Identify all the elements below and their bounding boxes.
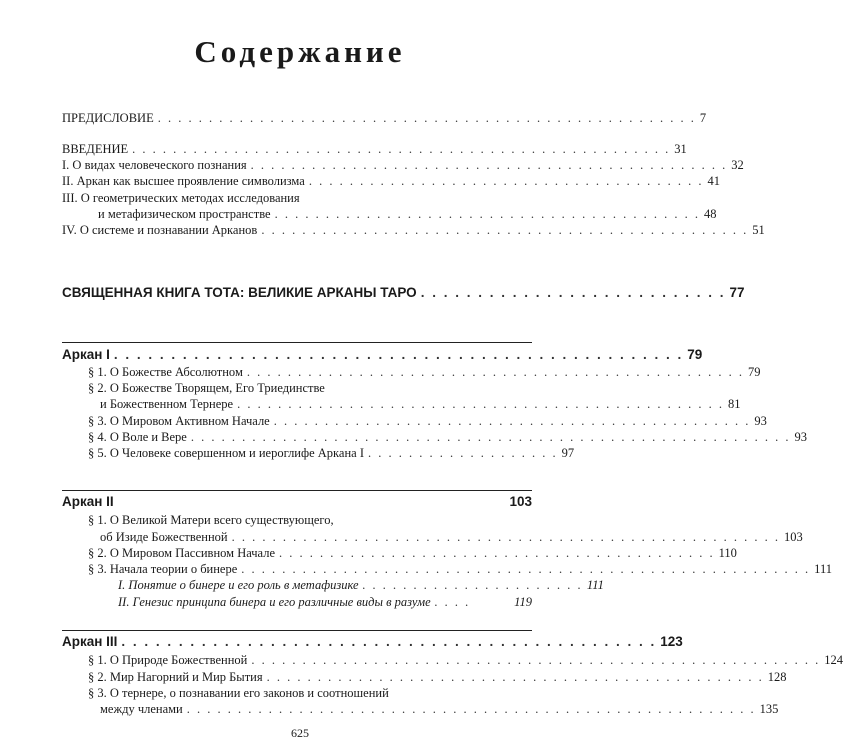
toc-entry-page: 97: [561, 446, 575, 460]
toc-entry-label: § 1. О Божестве Абсолютном: [88, 365, 243, 379]
toc-entry-label: и метафизическом пространстве: [98, 207, 271, 221]
toc-entry-page: 103: [783, 530, 803, 544]
toc-entry-label: § 3. Начала теории о бинере: [88, 562, 238, 576]
toc-entry-label: ПРЕДИСЛОВИЕ: [62, 111, 154, 125]
toc-entry-arcanum-1: Аркан I . . . . . . . . . . . . . . . . . . . . . . . . . . . . . . . . . . . . . . . . . . . . . . . . . . 79: [62, 347, 703, 362]
toc-entry-page: 79: [747, 365, 761, 379]
toc-entry-label: III. О геометрических методах исследования: [62, 191, 300, 205]
toc-entry-label: между членами: [100, 702, 183, 716]
toc-entry: [88, 512, 532, 528]
toc-entry: § 3. Начала теории о бинере . . . . . . . . . . . . . . . . . . . . . . . . . . . . . . . . . . . . . . . . . . . . . . . . . . . . . . . . 111: [88, 562, 832, 576]
toc-entry: § 5. О Человеке совершенном и иероглифе Аркана I . . . . . . . . . . . . . . . . . . . 97: [88, 446, 575, 460]
toc-entry: I. О видах человеческого познания . . . . . . . . . . . . . . . . . . . . . . . . . . . . . . . . . . . . . . . . . . . . . . . 32: [62, 158, 744, 172]
toc-entry-label: II. Аркан как высшее проявление символизма: [62, 174, 305, 188]
toc-entry-page: 31: [674, 142, 687, 156]
toc-entry: § 3. О Мировом Активном Начале . . . . . . . . . . . . . . . . . . . . . . . . . . . . . . . . . . . . . . . . . . . . . . . 93: [88, 414, 767, 428]
toc-entry-page: 51: [752, 223, 765, 237]
section-divider: [62, 342, 532, 343]
toc-entry-label: II. Генезис принципа бинера и его различные виды в разуме: [118, 595, 431, 609]
toc-entry-page: 48: [703, 207, 717, 221]
toc-entry-continuation: между членами . . . . . . . . . . . . . . . . . . . . . . . . . . . . . . . . . . . . . . . . . . . . . . . . . . . . . . . . 135: [100, 702, 779, 716]
toc-entry-book-title: СВЯЩЕННАЯ КНИГА ТОТА: ВЕЛИКИЕ АРКАНЫ ТАРО . . . . . . . . . . . . . . . . . . . . . . . . . . . 77: [62, 285, 745, 300]
toc-entry: § 2. О Мировом Пассивном Начале . . . . . . . . . . . . . . . . . . . . . . . . . . . . . . . . . . . . . . . . . . . 110: [88, 546, 737, 560]
toc-entry-label: § 1. О Природе Божественной: [88, 653, 248, 667]
toc-entry: [88, 685, 532, 701]
toc-entry-page: 124: [824, 653, 843, 667]
toc-entry-page: 7: [699, 111, 707, 125]
toc-entry-label: I. Понятие о бинере и его роль в метафизике: [118, 578, 359, 592]
section-divider: [62, 490, 532, 491]
toc-entry-page: 103: [509, 494, 532, 509]
toc-entry: § 1. О Божестве Абсолютном . . . . . . . . . . . . . . . . . . . . . . . . . . . . . . . . . . . . . . . . . . . . . . . . . 79: [88, 365, 761, 379]
toc-entry-label: Аркан I: [62, 347, 110, 362]
toc-entry-page: 111: [814, 562, 832, 576]
page-number: 625: [291, 726, 309, 740]
toc-entry-label: ВВЕДЕНИЕ: [62, 142, 129, 156]
toc-entry-page: 41: [707, 174, 720, 188]
toc-entry-arcanum-2: [62, 494, 532, 510]
toc-entry-label: и Божественном Тернере: [100, 397, 234, 411]
toc-entry-subitem: I. Понятие о бинере и его роль в метафизике . . . . . . . . . . . . . . . . . . . . . . 111: [118, 578, 604, 592]
toc-entry-page: 79: [687, 347, 703, 362]
toc-entry: § 1. О Природе Божественной . . . . . . . . . . . . . . . . . . . . . . . . . . . . . . . . . . . . . . . . . . . . . . . . . . . . . . . . 124: [88, 653, 843, 667]
toc-entry-label: Аркан III: [62, 634, 118, 649]
page-title: Содержание: [194, 34, 406, 69]
toc-entry-label: § 3. О Мировом Активном Начале: [88, 414, 270, 428]
toc-entry-page: 93: [794, 430, 807, 444]
toc-entry-page: 77: [729, 285, 745, 300]
toc-entry-arcanum-3: Аркан III . . . . . . . . . . . . . . . . . . . . . . . . . . . . . . . . . . . . . . . . . . . . . . . 123: [62, 634, 683, 649]
toc-entry-continuation: об Изиде Божественной . . . . . . . . . . . . . . . . . . . . . . . . . . . . . . . . . . . . . . . . . . . . . . . . . . . . . . 103: [100, 530, 803, 544]
toc-entry: § 4. О Воле и Вере . . . . . . . . . . . . . . . . . . . . . . . . . . . . . . . . . . . . . . . . . . . . . . . . . . . . . . . . . . . 93: [88, 430, 807, 444]
toc-entry-page: 110: [718, 546, 737, 560]
toc-entry: II. Аркан как высшее проявление символизма . . . . . . . . . . . . . . . . . . . . . . . . . . . . . . . . . . . . . . . 41: [62, 174, 720, 188]
toc-entry-page: 123: [660, 634, 683, 649]
toc-entry-label: Аркан II: [62, 494, 114, 509]
toc-entry-label: IV. О системе и познавании Арканов: [62, 223, 258, 237]
toc-entry-label: § 2. О Божестве Творящем, Его Триединстве: [88, 381, 325, 395]
toc-entry-introduction: ВВЕДЕНИЕ . . . . . . . . . . . . . . . . . . . . . . . . . . . . . . . . . . . . . . . . . . . . . . . . . . . . . 31: [62, 142, 687, 156]
toc-entry-page: 93: [754, 414, 767, 428]
toc-entry-continuation: и метафизическом пространстве . . . . . . . . . . . . . . . . . . . . . . . . . . . . . . . . . . . . . . . . . . 48: [98, 207, 717, 221]
toc-entry-label: § 1. О Великой Матери всего существующего,: [88, 513, 334, 527]
toc-entry-continuation: и Божественном Тернере . . . . . . . . . . . . . . . . . . . . . . . . . . . . . . . . . . . . . . . . . . . . . . . . 81: [100, 397, 741, 411]
toc-entry-label: об Изиде Божественной: [100, 530, 228, 544]
toc-entry: [88, 380, 532, 396]
toc-entry-label: I. О видах человеческого познания: [62, 158, 247, 172]
toc-entry-label: § 2. Мир Нагорний и Мир Бытия: [88, 670, 263, 684]
toc-entry: IV. О системе и познавании Арканов . . . . . . . . . . . . . . . . . . . . . . . . . . . . . . . . . . . . . . . . . . . . . . . . 51: [62, 223, 765, 237]
toc-entry-page: 32: [731, 158, 744, 172]
toc-entry-preface: ПРЕДИСЛОВИЕ . . . . . . . . . . . . . . . . . . . . . . . . . . . . . . . . . . . . . . . . . . . . . . . . . . . . . 7: [62, 111, 707, 125]
toc-entry: [62, 190, 532, 206]
toc-entry-page: 111: [586, 578, 604, 592]
toc-entry-subitem: II. Генезис принципа бинера и его различные виды в разуме . . . . 119: [118, 595, 532, 609]
toc-entry-label: § 4. О Воле и Вере: [88, 430, 187, 444]
toc-entry-label: § 5. О Человеке совершенном и иероглифе Аркана I: [88, 446, 365, 460]
section-divider: [62, 630, 532, 631]
toc-entry-page: 119: [514, 595, 532, 609]
toc-entry-label: СВЯЩЕННАЯ КНИГА ТОТА: ВЕЛИКИЕ АРКАНЫ ТАРО: [62, 285, 417, 300]
toc-entry-page: 135: [759, 702, 779, 716]
toc-entry-page: 128: [767, 670, 787, 684]
toc-entry-label: § 3. О тернере, о познавании его законов и соотношений: [88, 686, 389, 700]
toc-entry-page: 81: [727, 397, 741, 411]
toc-entry: § 2. Мир Нагорний и Мир Бытия . . . . . . . . . . . . . . . . . . . . . . . . . . . . . . . . . . . . . . . . . . . . . . . . . 128: [88, 670, 787, 684]
toc-entry-label: § 2. О Мировом Пассивном Начале: [88, 546, 275, 560]
